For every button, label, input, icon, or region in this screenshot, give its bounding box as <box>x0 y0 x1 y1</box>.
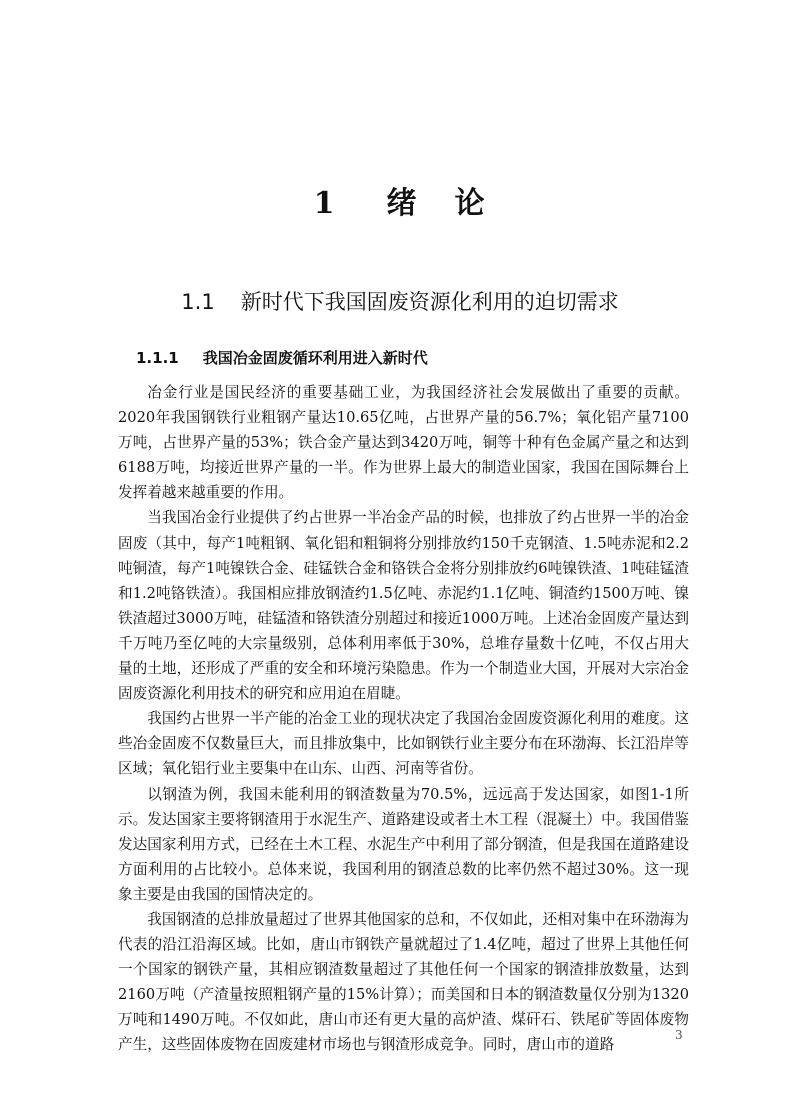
chapter-title <box>0 178 800 222</box>
paragraph: 以钢渣为例，我国未能利用的钢渣数量为70.5%，远远高于发达国家，如图1-1所示。发达国家主要将钢渣用于水泥生产、道路建设或者土木工程（混凝土）中。我国借鉴发达国家利用方式，已经在土木工程、水泥生产中利用了部分钢渣，但是我国在道路建设方面利用的占比较小。总体来说，我国利用的钢渣总数的比率仍然不超过30%。这一现象主要是由我国的国情决定的。 <box>118 785 689 903</box>
subsection-number: 1.1.1 <box>136 349 179 367</box>
paragraph: 我国钢渣的总排放量超过了世界其他国家的总和，不仅如此，还相对集中在环渤海为代表的沿江沿海区域。比如，唐山市钢铁产量就超过了1.4亿吨，超过了世界上其他任何一个国家的钢铁产量，其相应钢渣数量超过了其他任何一个国家的钢渣排放数量，达到2160万吨（产渣量按照粗钢产量的15%计算）；而美国和日本的钢渣数量仅分别为1320万吨和1490万吨。不仅如此，唐山市还有更大量的高炉渣、煤矸石、铁尾矿等固体废物产生，这些固体废物在固废建材市场也与钢渣形成竞争。同时，唐山市的道路 <box>118 910 689 1054</box>
section-number: 1.1 <box>181 290 215 314</box>
body-text <box>118 380 689 1058</box>
subsection-title: 我国冶金固废循环利用进入新时代 <box>202 349 428 367</box>
paragraph: 我国约占世界一半产能的冶金工业的现状决定了我国冶金固废资源化利用的难度。这些冶金固废不仅数量巨大，而且排放集中，比如钢铁行业主要分布在环渤海、长江沿岸等区域；氧化铝行业主要集中在山东、山西、河南等省份。 <box>118 710 689 778</box>
section-title: 新时代下我国固废资源化利用的迫切需求 <box>240 290 619 314</box>
section-heading <box>0 286 800 316</box>
subsection-heading <box>136 347 428 368</box>
paragraph: 冶金行业是国民经济的重要基础工业，为我国经济社会发展做出了重要的贡献。2020年我国钢铁行业粗钢产量达10.65亿吨，占世界产量的56.7%；氧化铝产量7100万吨，占世界产量的53%；铁合金产量达到3420万吨，铜等十种有色金属产量之和达到6188万吨，均接近世界产量的一半。作为世界上最大的制造业国家，我国在国际舞台上发挥着越来越重要的作用。 <box>118 384 689 502</box>
chapter-number: 1 <box>313 186 337 221</box>
page-number: 3 <box>675 1028 683 1042</box>
chapter-title-char-2: 论 <box>454 186 487 221</box>
chapter-title-char-1: 绪 <box>386 186 419 221</box>
paragraph: 当我国冶金行业提供了约占世界一半冶金产品的时候，也排放了约占世界一半的冶金固废（其中，每产1吨粗钢、氧化铝和粗铜将分别排放约150千克钢渣、1.5吨赤泥和2.2吨铜渣，每产1吨镍铁合金、硅锰铁合金和铬铁合金将分别排放约6吨镍铁渣、1吨硅锰渣和1.2吨铬铁渣）。我国相应排放钢渣约1.5亿吨、赤泥约1.1亿吨、铜渣约1500万吨、镍铁渣超过3000万吨，硅锰渣和铬铁渣分别超过和接近1000万吨。上述冶金固废产量达到千万吨乃至亿吨的大宗量级别，总体利用率低于30%，总堆存量数十亿吨，不仅占用大量的土地，还形成了严重的安全和环境污染隐患。作为一个制造业大国，开展对大宗冶金固废资源化利用技术的研究和应用迫在眉睫。 <box>118 509 689 703</box>
